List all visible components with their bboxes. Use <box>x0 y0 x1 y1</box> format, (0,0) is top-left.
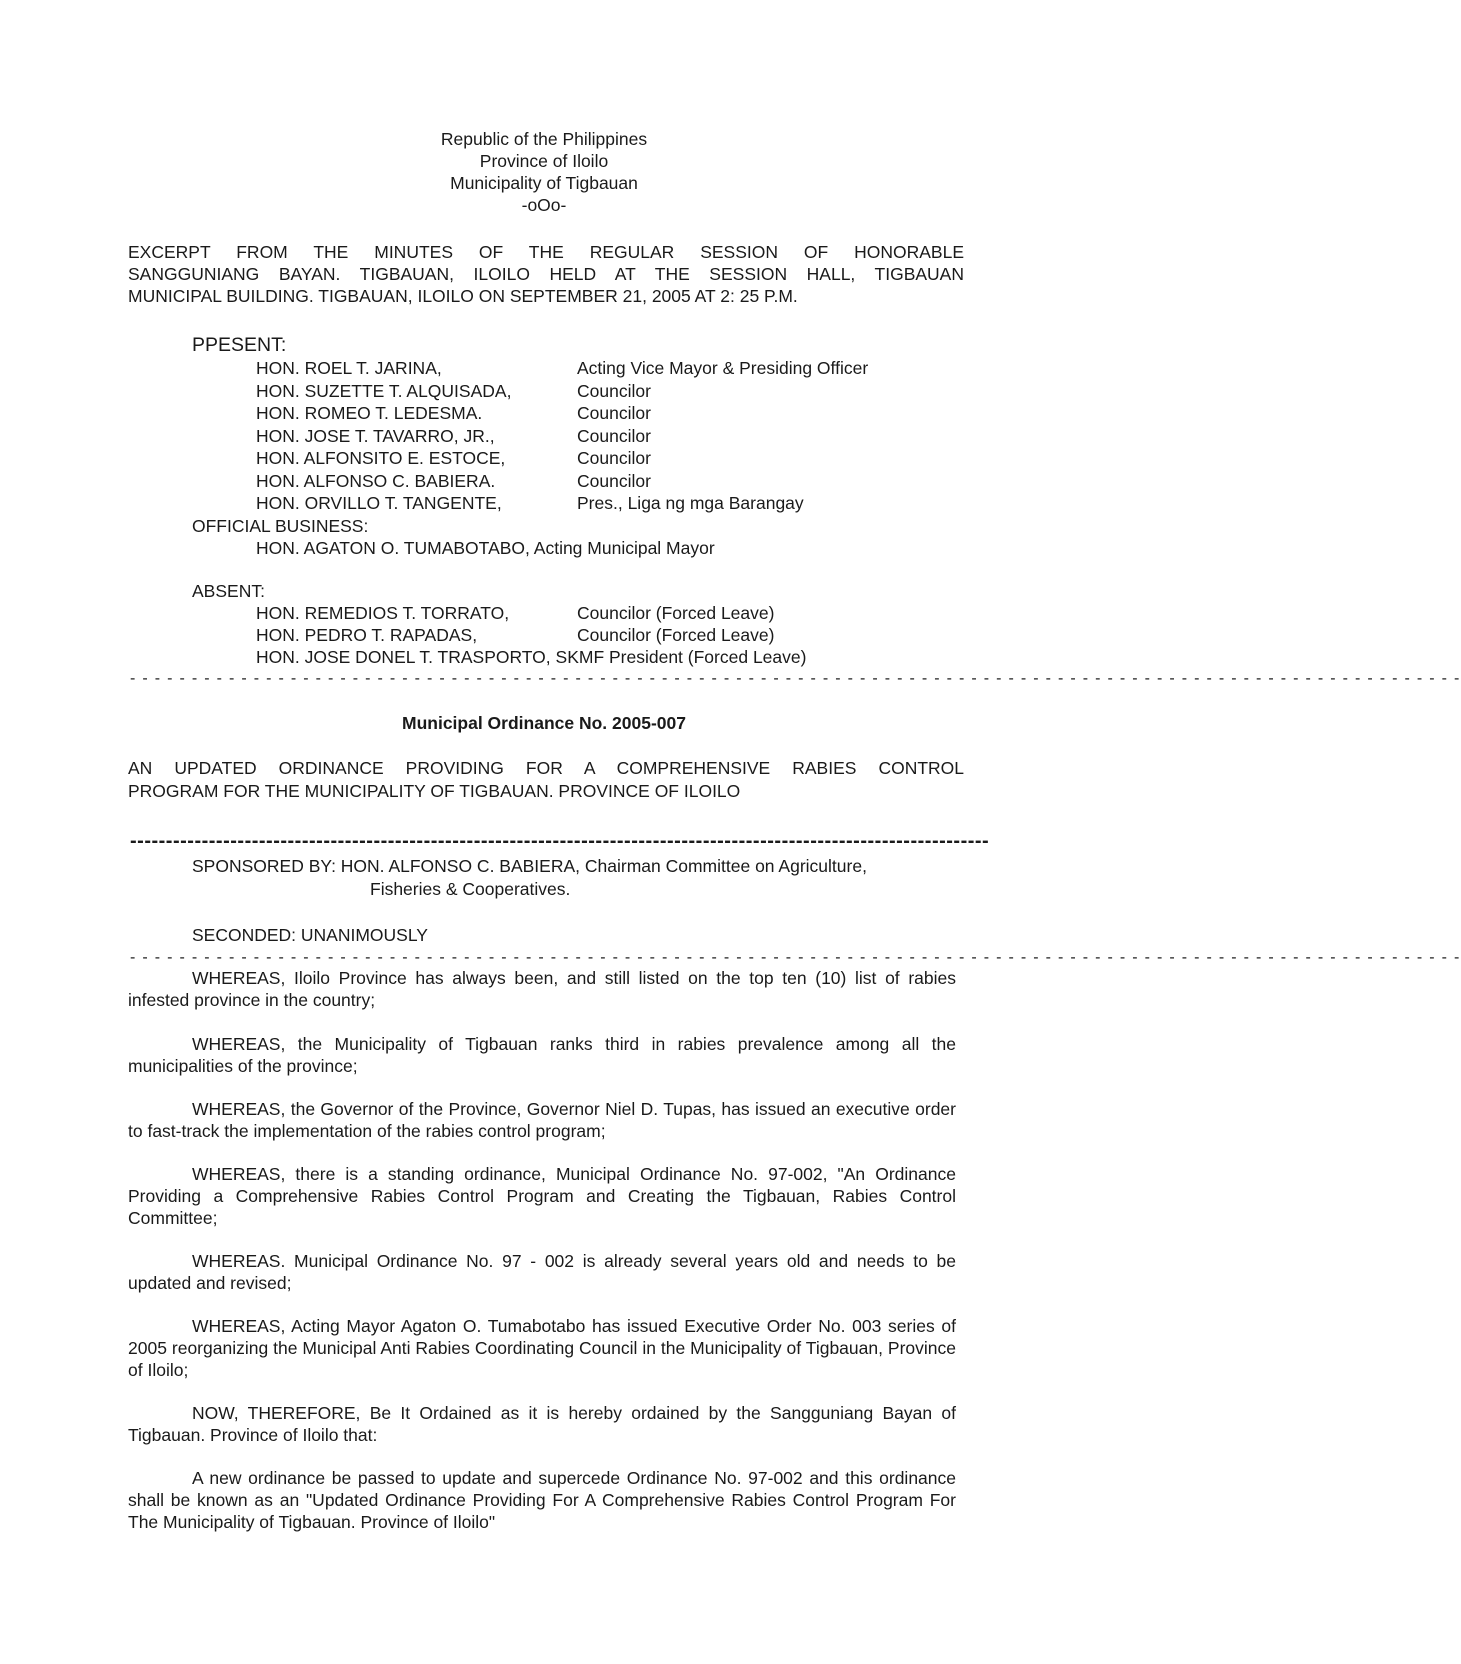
whereas-paragraph: WHEREAS, the Governor of the Province, Governor Niel D. Tupas, has issued an executive order to fast-track the implementation of the rabies control program; <box>128 1099 956 1141</box>
whereas-paragraph: WHEREAS, Iloilo Province has always been, and still listed on the top ten (10) list of rabies infested province in the country; <box>128 968 956 1010</box>
header-municipality: Municipality of Tigbauan <box>450 173 638 193</box>
present-member-name: HON. ORVILLO T. TANGENTE, <box>256 493 502 513</box>
whereas-paragraph: WHEREAS, Acting Mayor Agaton O. Tumabotabo has issued Executive Order No. 003 series of 2005 reorganizing the Municipal Anti Rabies Coordinating Council in the Municipality of Tigbauan, Province of Iloilo; <box>128 1316 956 1380</box>
ordinance-title-line-2: PROGRAM FOR THE MUNICIPALITY OF TIGBAUAN. PROVINCE OF ILOILO <box>128 781 741 801</box>
excerpt-line-3: MUNICIPAL BUILDING. TIGBAUAN, ILOILO ON SEPTEMBER 21, 2005 AT 2: 25 P.M. <box>128 286 798 306</box>
present-member-role: Councilor <box>577 403 651 423</box>
header-ornament: -oOo- <box>521 195 567 215</box>
present-member-name: HON. SUZETTE T. ALQUISADA, <box>256 381 512 401</box>
sponsor-line-1: SPONSORED BY: HON. ALFONSO C. BABIERA, Chairman Committee on Agriculture, <box>192 856 867 876</box>
therefore-paragraph: NOW, THEREFORE, Be It Ordained as it is hereby ordained by the Sangguniang Bayan of Tigbauan. Province of Iloilo that: <box>128 1403 956 1445</box>
excerpt-line-2: SANGGUNIANG BAYAN. TIGBAUAN, ILOILO HELD AT THE SESSION HALL, TIGBAUAN <box>128 264 964 284</box>
present-member-name: HON. ALFONSO C. BABIERA. <box>256 471 496 491</box>
present-member-role: Councilor <box>577 426 651 446</box>
absent-heading: ABSENT: <box>192 581 265 601</box>
present-member-role: Pres., Liga ng mga Barangay <box>577 493 804 513</box>
absent-member-role: Councilor (Forced Leave) <box>577 625 775 645</box>
present-heading: PPESENT: <box>192 334 287 356</box>
whereas-paragraph: WHEREAS, there is a standing ordinance, Municipal Ordinance No. 97-002, "An Ordinance Providing a Comprehensive Rabies Control Program and Creating the Tigbauan, Rabies Control Committee; <box>128 1164 956 1228</box>
present-member-role: Councilor <box>577 381 651 401</box>
ordinance-title-line-1: AN UPDATED ORDINANCE PROVIDING FOR A COMPREHENSIVE RABIES CONTROL <box>128 758 964 778</box>
present-member-name: HON. ROEL T. JARINA, <box>256 358 442 378</box>
excerpt-line-1: EXCERPT FROM THE MINUTES OF THE REGULAR SESSION OF HONORABLE <box>128 242 964 262</box>
present-member-role: Councilor <box>577 471 651 491</box>
whereas-paragraph: WHEREAS. Municipal Ordinance No. 97 - 002 is already several years old and needs to be updated and revised; <box>128 1251 956 1293</box>
present-member-name: HON. ALFONSITO E. ESTOCE, <box>256 448 506 468</box>
official-business-member: HON. AGATON O. TUMABOTABO, Acting Municipal Mayor <box>256 538 715 558</box>
seconded-text: SECONDED: UNANIMOUSLY <box>192 925 428 945</box>
whereas-paragraph: WHEREAS, the Municipality of Tigbauan ranks third in rabies prevalence among all the municipalities of the province; <box>128 1034 956 1076</box>
absent-member-name: HON. REMEDIOS T. TORRATO, <box>256 603 510 623</box>
present-member-name: HON. JOSE T. TAVARRO, JR., <box>256 426 495 446</box>
absent-member-name: HON. PEDRO T. RAPADAS, <box>256 625 478 645</box>
absent-member-last: HON. JOSE DONEL T. TRASPORTO, SKMF President (Forced Leave) <box>256 647 807 667</box>
absent-member-role: Councilor (Forced Leave) <box>577 603 775 623</box>
separator-bold: ------------------------------------------------------------------------------------------------------------------------ <box>130 830 990 852</box>
ordained-paragraph: A new ordinance be passed to update and supercede Ordinance No. 97-002 and this ordinance shall be known as an "Updated Ordinance Providing For A Comprehensive Rabies Control Program For The Municipality of Tigbauan. Province of Iloilo" <box>128 1468 956 1532</box>
sponsor-line-2: Fisheries & Cooperatives. <box>370 879 571 899</box>
header-province: Province of Iloilo <box>479 151 609 171</box>
header-republic: Republic of the Philippines <box>440 129 648 149</box>
present-member-name: HON. ROMEO T. LEDESMA. <box>256 403 483 423</box>
official-business-heading: OFFICIAL BUSINESS: <box>192 516 369 536</box>
present-member-role: Councilor <box>577 448 651 468</box>
present-member-role: Acting Vice Mayor & Presiding Officer <box>577 358 869 378</box>
ordinance-number: Municipal Ordinance No. 2005-007 <box>402 713 686 733</box>
separator-dashed: - - - - - - - - - - - - - - - - - - - - - - - - - - - - - - - - - - - - - - - - - - - - - - - - - - - - - - - - - - - - - - - - - - - - - - - - - - - - - - - - - - - - - - - - - - - - - - - - - - - - - - - - - - - - <box>130 949 1461 966</box>
separator-dashed: - - - - - - - - - - - - - - - - - - - - - - - - - - - - - - - - - - - - - - - - - - - - - - - - - - - - - - - - - - - - - - - - - - - - - - - - - - - - - - - - - - - - - - - - - - - - - - - - - - - - - - - - - - - - <box>130 670 1461 687</box>
